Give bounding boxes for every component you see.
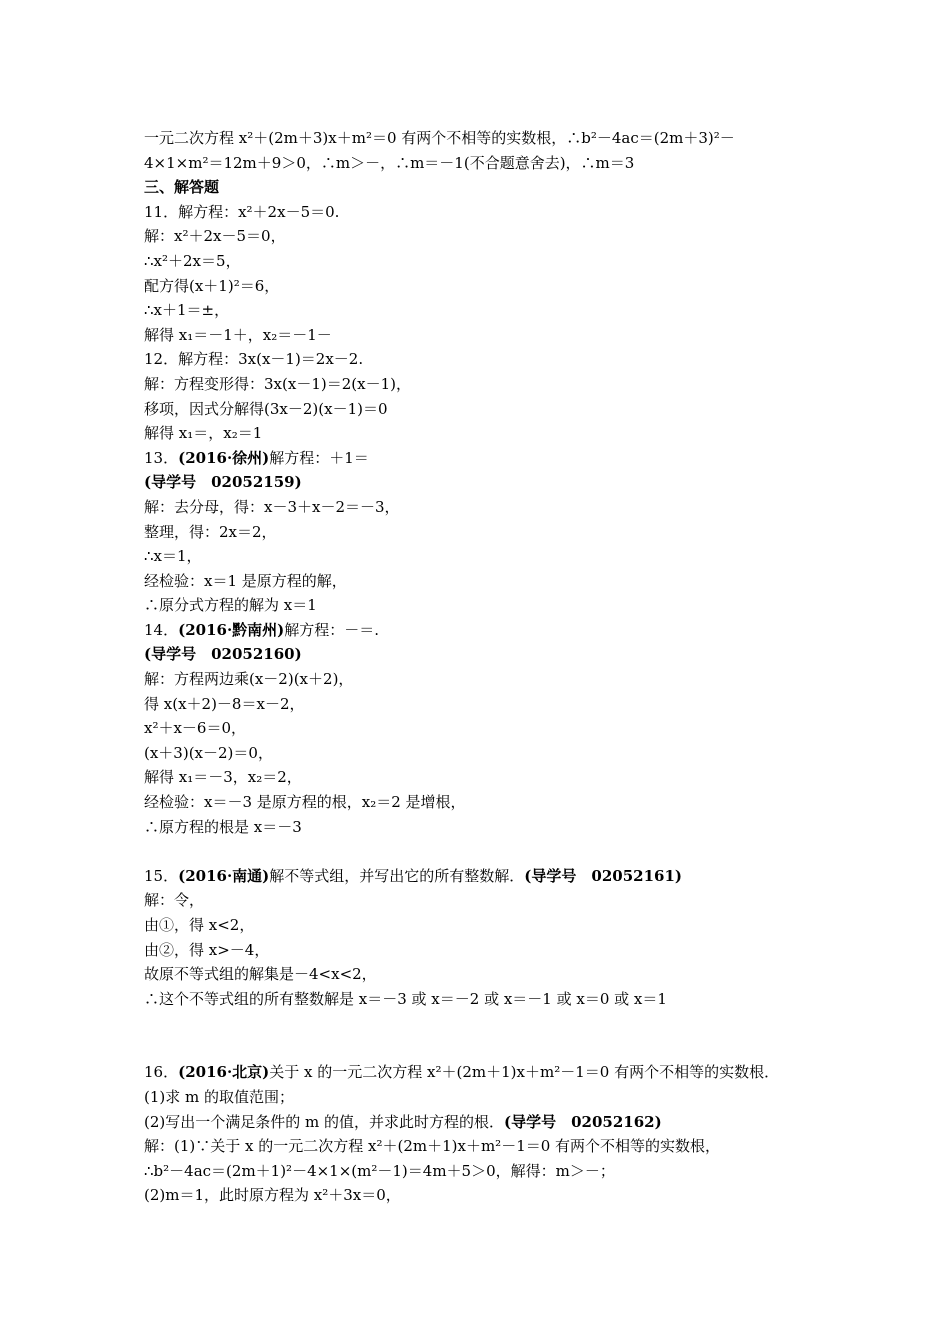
question-part-2	[144, 1110, 814, 1135]
spacer	[144, 839, 814, 864]
question-16-stem	[144, 1060, 814, 1085]
spacer	[144, 1011, 814, 1060]
text-line: 4×1×m²＝12m＋9＞0，∴m＞－，∴m＝－1(不合题意舍去)，∴m＝3	[144, 153, 635, 172]
text-line: 得 x(x＋2)－8＝x－2，	[144, 694, 305, 713]
text-line: 移项，因式分解得(3x－2)(x－1)＝0	[144, 399, 388, 418]
text-line: 经检验：x＝1 是原方程的解，	[144, 571, 347, 590]
text-line: 解：去分母，得：x－3＋x－2＝－3，	[144, 497, 400, 516]
document-body	[144, 126, 814, 1208]
question-source: (2016·北京)	[178, 1063, 270, 1082]
question-text: 解方程：－＝.	[284, 620, 380, 639]
text-line: ∴b²－4ac＝(2m＋1)²－4×1×(m²－1)＝4m＋5＞0，解得：m＞－；	[144, 1161, 615, 1180]
guide-number: (导学号 02052159)	[144, 473, 302, 492]
section-title: 三、解答题	[144, 178, 220, 197]
question-14-stem	[144, 618, 814, 643]
text-line: 解：(1)∵关于 x 的一元二次方程 x²＋(2m＋1)x＋m²－1＝0 有两个不相等的实数根，	[144, 1137, 721, 1156]
text-line: ∴x²＋2x＝5，	[144, 251, 241, 270]
text-line: ∴原分式方程的解为 x＝1	[144, 596, 317, 615]
question-source: (2016·南通)	[178, 866, 270, 885]
question-text: (2)写出一个满足条件的 m 的值，并求此时方程的根．	[144, 1112, 505, 1131]
question-text: 关于 x 的一元二次方程 x²＋(2m＋1)x＋m²－1＝0 有两个不相等的实数根．	[269, 1063, 780, 1082]
question-number: 15．	[144, 866, 179, 885]
guide-number: (导学号 02052160)	[144, 645, 302, 664]
question-12-stem: 12．解方程：3x(x－1)＝2x－2.	[144, 350, 364, 369]
text-line: 配方得(x＋1)²＝6，	[144, 276, 280, 295]
question-11-stem: 11．解方程：x²＋2x－5＝0.	[144, 202, 340, 221]
question-text: 解方程：＋1＝	[269, 448, 369, 467]
text-line: ∴x＋1＝±，	[144, 301, 230, 320]
question-15-stem	[144, 864, 814, 889]
text-line: 一元二次方程 x²＋(2m＋3)x＋m²＝0 有两个不相等的实数根，∴b²－4ac＝(2m＋3)²－	[144, 129, 735, 147]
question-number: 16．	[144, 1063, 179, 1082]
question-number: 14．	[144, 620, 179, 639]
text-line: 由①，得 x<2，	[144, 916, 255, 934]
text-line: ∴原方程的根是 x＝－3	[144, 817, 302, 836]
text-line: ∴x＝1，	[144, 547, 202, 566]
question-text: 解不等式组，并写出它的所有整数解．	[269, 866, 525, 885]
guide-number: (导学号 02052161)	[524, 866, 682, 885]
text-line: 解得 x₁＝－1＋，x₂＝－1－	[144, 325, 332, 344]
text-line: 解：x²＋2x－5＝0，	[144, 227, 286, 246]
question-13-stem	[144, 446, 814, 471]
text-line: (2)m＝1，此时原方程为 x²＋3x＝0，	[144, 1186, 401, 1205]
question-part-1: (1)求 m 的取值范围；	[144, 1087, 295, 1106]
text-line: 解得 x₁＝－3，x₂＝2，	[144, 768, 302, 787]
guide-number: (导学号 02052162)	[504, 1112, 662, 1131]
text-line: (x＋3)(x－2)＝0，	[144, 743, 273, 762]
question-number: 13．	[144, 448, 179, 467]
text-line: 整理，得：2x＝2，	[144, 522, 277, 541]
text-line: 解：方程两边乘(x－2)(x＋2)，	[144, 670, 354, 689]
text-line: ∴这个不等式组的所有整数解是 x＝－3 或 x＝－2 或 x＝－1 或 x＝0 或 x＝1	[144, 989, 667, 1008]
text-line: 故原不等式组的解集是－4<x<2，	[144, 965, 377, 984]
question-source: (2016·黔南州)	[178, 620, 285, 639]
text-line: 经检验：x＝－3 是原方程的根，x₂＝2 是增根，	[144, 793, 466, 812]
text-line: 解：方程变形得：3x(x－1)＝2(x－1)，	[144, 374, 411, 393]
text-line: 由②，得 x>－4，	[144, 940, 270, 959]
text-line: 解得 x₁＝，x₂＝1	[144, 424, 263, 443]
text-line: 解：令，	[144, 891, 205, 910]
question-source: (2016·徐州)	[178, 448, 270, 467]
text-line: x²＋x－6＝0，	[144, 719, 247, 738]
